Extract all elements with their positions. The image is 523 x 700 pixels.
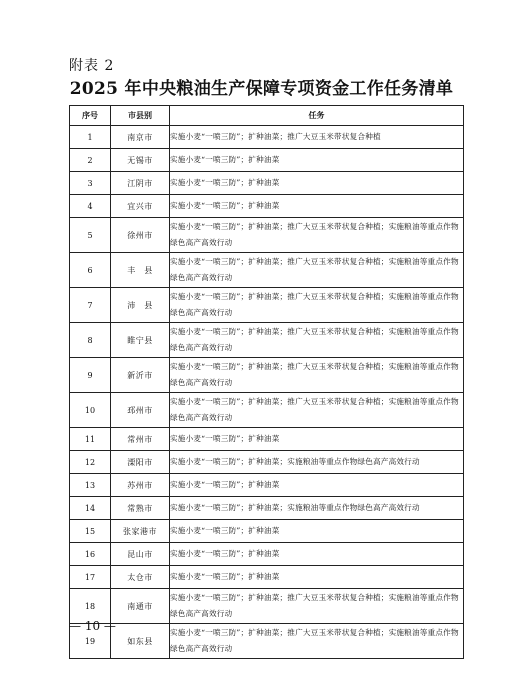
table-row — [70, 474, 464, 497]
row-number: 3 — [70, 172, 111, 195]
row-number: 17 — [70, 566, 111, 589]
row-region: 如东县 — [111, 624, 170, 659]
row-task: 实施小麦“一喷三防”；扩种油菜；实施粮油等重点作物绿色高产高效行动 — [170, 451, 464, 474]
table-row — [70, 195, 464, 218]
row-task: 实施小麦“一喷三防”；扩种油菜 — [170, 195, 464, 218]
row-task: 实施小麦“一喷三防”；扩种油菜；推广大豆玉米带状复合种植 — [170, 126, 464, 149]
row-task: 实施小麦“一喷三防”；扩种油菜；推广大豆玉米带状复合种植；实施粮油等重点作物绿色高产高效行动 — [170, 589, 464, 624]
row-number: 19 — [70, 624, 111, 659]
row-number: 10 — [70, 393, 111, 428]
row-number: 13 — [70, 474, 111, 497]
row-number: 1 — [70, 126, 111, 149]
table-header-row — [70, 106, 464, 126]
row-number: 14 — [70, 497, 111, 520]
row-number: 5 — [70, 218, 111, 253]
row-number: 7 — [70, 288, 111, 323]
row-task: 实施小麦“一喷三防”；扩种油菜 — [170, 566, 464, 589]
header-task: 任务 — [170, 106, 464, 126]
table-row — [70, 543, 464, 566]
table-row — [70, 589, 464, 624]
table-row — [70, 358, 464, 393]
table-row — [70, 451, 464, 474]
table-row — [70, 497, 464, 520]
table-row — [70, 126, 464, 149]
table-row — [70, 172, 464, 195]
row-task: 实施小麦“一喷三防”；扩种油菜；推广大豆玉米带状复合种植；实施粮油等重点作物绿色高产高效行动 — [170, 288, 464, 323]
row-task: 实施小麦“一喷三防”；扩种油菜 — [170, 543, 464, 566]
row-number: 6 — [70, 253, 111, 288]
row-region: 新沂市 — [111, 358, 170, 393]
row-task: 实施小麦“一喷三防”；扩种油菜 — [170, 149, 464, 172]
row-region: 太仓市 — [111, 566, 170, 589]
row-number: 2 — [70, 149, 111, 172]
table-row — [70, 393, 464, 428]
page-number: — 10 — — [69, 619, 116, 633]
row-region: 睢宁县 — [111, 323, 170, 358]
row-number: 11 — [70, 428, 111, 451]
table-row — [70, 218, 464, 253]
row-number: 15 — [70, 520, 111, 543]
row-region: 常熟市 — [111, 497, 170, 520]
row-region: 昆山市 — [111, 543, 170, 566]
row-region: 溧阳市 — [111, 451, 170, 474]
row-region: 宜兴市 — [111, 195, 170, 218]
row-region: 江阴市 — [111, 172, 170, 195]
table-row — [70, 253, 464, 288]
header-index: 序号 — [70, 106, 111, 126]
row-number: 12 — [70, 451, 111, 474]
table-row — [70, 566, 464, 589]
row-task: 实施小麦“一喷三防”；扩种油菜 — [170, 172, 464, 195]
row-region: 南京市 — [111, 126, 170, 149]
row-task: 实施小麦“一喷三防”；扩种油菜；实施粮油等重点作物绿色高产高效行动 — [170, 497, 464, 520]
row-task: 实施小麦“一喷三防”；扩种油菜；推广大豆玉米带状复合种植；实施粮油等重点作物绿色高产高效行动 — [170, 253, 464, 288]
row-region: 沛 县 — [111, 288, 170, 323]
table-row — [70, 288, 464, 323]
row-task: 实施小麦“一喷三防”；扩种油菜；推广大豆玉米带状复合种植；实施粮油等重点作物绿色高产高效行动 — [170, 218, 464, 253]
row-region: 苏州市 — [111, 474, 170, 497]
row-region: 邳州市 — [111, 393, 170, 428]
task-table — [69, 105, 464, 659]
row-task: 实施小麦“一喷三防”；扩种油菜；推广大豆玉米带状复合种植；实施粮油等重点作物绿色高产高效行动 — [170, 624, 464, 659]
row-region: 南通市 — [111, 589, 170, 624]
table-body — [70, 126, 464, 659]
row-number: 9 — [70, 358, 111, 393]
row-task: 实施小麦“一喷三防”；扩种油菜 — [170, 474, 464, 497]
row-region: 徐州市 — [111, 218, 170, 253]
row-number: 8 — [70, 323, 111, 358]
row-task: 实施小麦“一喷三防”；扩种油菜；推广大豆玉米带状复合种植；实施粮油等重点作物绿色高产高效行动 — [170, 323, 464, 358]
table-row — [70, 520, 464, 543]
document-title: 2025 年中央粮油生产保障专项资金工作任务清单 — [69, 79, 454, 99]
row-task: 实施小麦“一喷三防”；扩种油菜 — [170, 520, 464, 543]
row-task: 实施小麦“一喷三防”；扩种油菜；推广大豆玉米带状复合种植；实施粮油等重点作物绿色高产高效行动 — [170, 393, 464, 428]
header-region: 市县别 — [111, 106, 170, 126]
attachment-label: 附表 2 — [69, 58, 115, 74]
row-number: 4 — [70, 195, 111, 218]
row-region: 无锡市 — [111, 149, 170, 172]
row-region: 常州市 — [111, 428, 170, 451]
row-number: 16 — [70, 543, 111, 566]
row-task: 实施小麦“一喷三防”；扩种油菜；推广大豆玉米带状复合种植；实施粮油等重点作物绿色高产高效行动 — [170, 358, 464, 393]
table-row — [70, 149, 464, 172]
row-task: 实施小麦“一喷三防”；扩种油菜 — [170, 428, 464, 451]
table-row — [70, 624, 464, 659]
row-number: 18 — [70, 589, 111, 624]
table-row — [70, 323, 464, 358]
table-row — [70, 428, 464, 451]
row-region: 张家港市 — [111, 520, 170, 543]
row-region: 丰 县 — [111, 253, 170, 288]
